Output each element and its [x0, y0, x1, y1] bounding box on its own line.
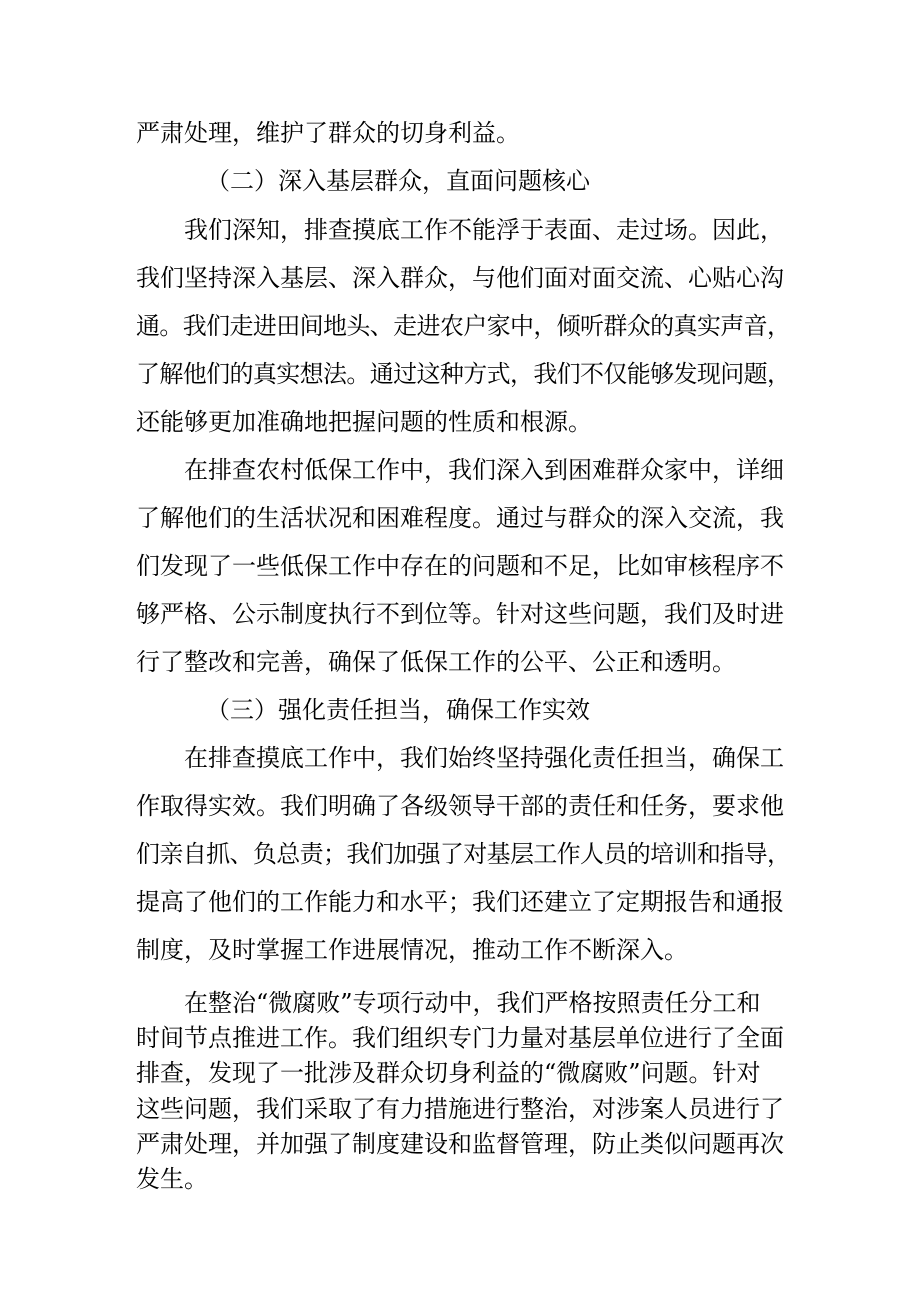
section-heading: （三）强化责任担当，确保工作实效 — [206, 696, 590, 724]
paragraph-line: 提高了他们的工作能力和水平；我们还建立了定期报告和通报 — [136, 888, 784, 916]
paragraph-line: 发生。 — [136, 1165, 208, 1193]
paragraph-line: 严肃处理，维护了群众的切身利益。 — [136, 119, 520, 147]
paragraph-line: 们发现了一些低保工作中存在的问题和不足，比如审核程序不 — [136, 552, 784, 580]
paragraph-line: 行了整改和完善，确保了低保工作的公平、公正和透明。 — [136, 648, 736, 676]
paragraph-line: 这些问题，我们采取了有力措施进行整治，对涉案人员进行了 — [136, 1095, 784, 1123]
paragraph-line: 时间节点推进工作。我们组织专门力量对基层单位进行了全面 — [136, 1024, 784, 1052]
paragraph-line: 在排查摸底工作中，我们始终坚持强化责任担当，确保工 — [184, 744, 784, 772]
paragraph-line: 作取得实效。我们明确了各级领导干部的责任和任务，要求他 — [136, 792, 784, 820]
paragraph-line: 在整治“微腐败”专项行动中，我们严格按照责任分工和 — [184, 989, 761, 1017]
paragraph-line: 我们深知，排查摸底工作不能浮于表面、走过场。因此， — [184, 216, 784, 244]
paragraph-line: 排查，发现了一批涉及群众切身利益的“微腐败”问题。针对 — [136, 1059, 761, 1087]
paragraph-line: 制度，及时掌握工作进展情况，推动工作不断深入。 — [136, 936, 688, 964]
paragraph-line: 通。我们走进田间地头、走进农户家中，倾听群众的真实声音， — [136, 312, 791, 340]
paragraph-line: 了解他们的真实想法。通过这种方式，我们不仅能够发现问题， — [136, 360, 791, 388]
paragraph-line: 们亲自抓、负总责；我们加强了对基层工作人员的培训和指导， — [136, 840, 791, 868]
paragraph-line: 我们坚持深入基层、深入群众，与他们面对面交流、心贴心沟 — [136, 264, 784, 292]
paragraph-line: 还能够更加准确地把握问题的性质和根源。 — [136, 408, 592, 436]
paragraph-line: 严肃处理，并加强了制度建设和监督管理，防止类似问题再次 — [136, 1130, 784, 1158]
paragraph-line: 了解他们的生活状况和困难程度。通过与群众的深入交流，我 — [136, 504, 784, 532]
paragraph-line: 够严格、公示制度执行不到位等。针对这些问题，我们及时进 — [136, 600, 784, 628]
paragraph-line: 在排查农村低保工作中，我们深入到困难群众家中，详细 — [184, 456, 784, 484]
section-heading: （二）深入基层群众，直面问题核心 — [206, 167, 590, 195]
